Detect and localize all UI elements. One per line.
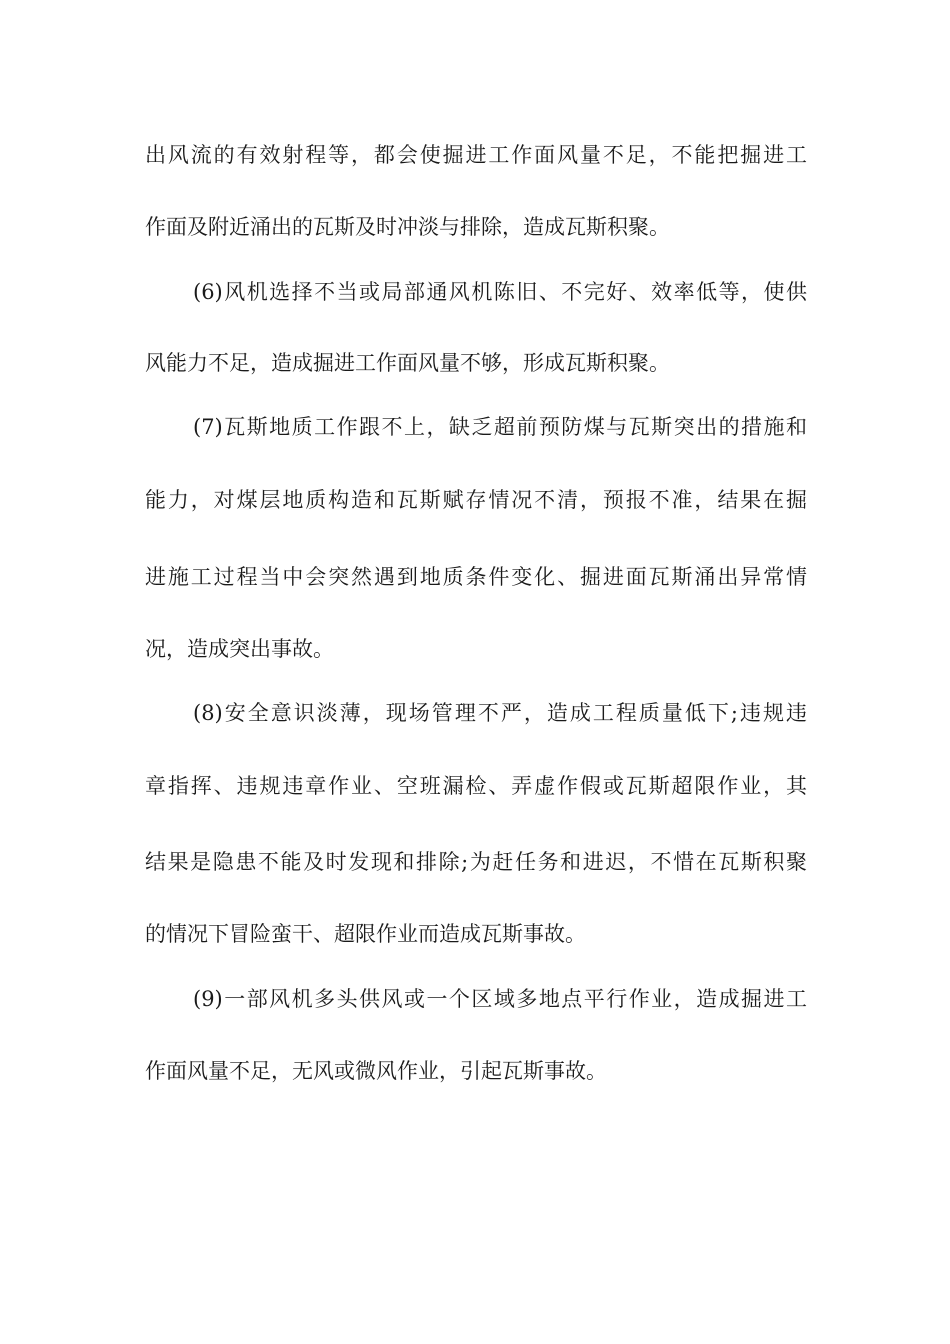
text-line: (7)瓦斯地质工作跟不上，缺乏超前预防煤与瓦斯突出的措施和 xyxy=(193,415,807,439)
text-line: (6)风机选择不当或局部通风机陈旧、不完好、效率低等，使供 xyxy=(193,280,807,304)
text-line: 进施工过程当中会突然遇到地质条件变化、掘进面瓦斯涌出异常情 xyxy=(145,565,807,589)
text-line: 作面风量不足，无风或微风作业，引起瓦斯事故。 xyxy=(145,1059,607,1083)
text-line: 作面及附近涌出的瓦斯及时冲淡与排除，造成瓦斯积聚。 xyxy=(145,215,670,239)
text-line: 章指挥、违规违章作业、空班漏检、弄虚作假或瓦斯超限作业，其 xyxy=(145,774,807,798)
text-line: 出风流的有效射程等，都会使掘进工作面风量不足，不能把掘进工 xyxy=(145,143,807,167)
text-line: 的情况下冒险蛮干、超限作业而造成瓦斯事故。 xyxy=(145,922,586,946)
text-line: (8)安全意识淡薄，现场管理不严，造成工程质量低下;违规违 xyxy=(193,701,807,725)
text-line: 况，造成突出事故。 xyxy=(145,637,334,661)
text-line: 能力，对煤层地质构造和瓦斯赋存情况不清，预报不准，结果在掘 xyxy=(145,488,807,512)
text-line: 结果是隐患不能及时发现和排除;为赶任务和进迟，不惜在瓦斯积聚 xyxy=(145,850,807,874)
text-line: 风能力不足，造成掘进工作面风量不够，形成瓦斯积聚。 xyxy=(145,351,670,375)
text-line: (9)一部风机多头供风或一个区域多地点平行作业，造成掘进工 xyxy=(193,987,807,1011)
